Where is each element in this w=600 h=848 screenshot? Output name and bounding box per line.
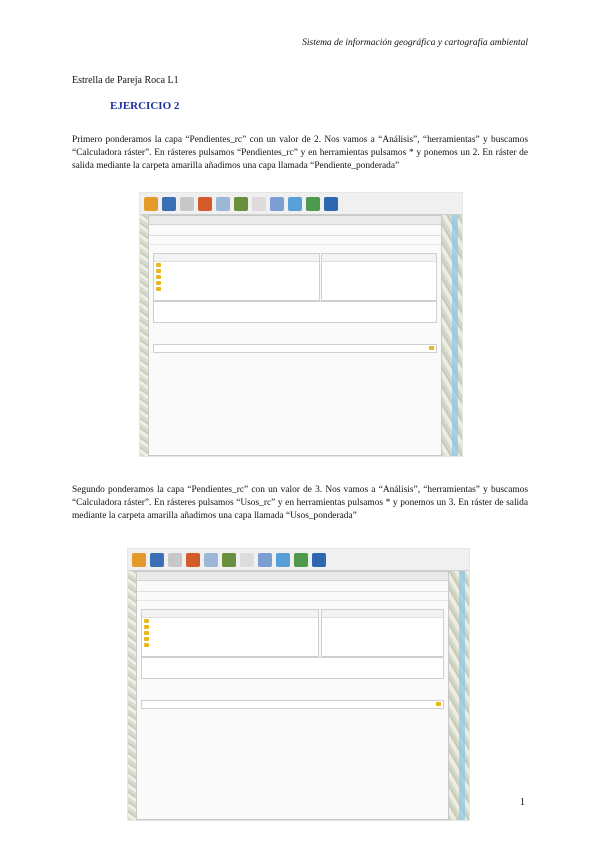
toolbar-icon (162, 197, 176, 211)
toolbar-icon (132, 553, 146, 567)
author-name: Estrella de Pareja Roca L1 (72, 75, 179, 86)
map-river (459, 571, 465, 820)
folder-icon (156, 281, 161, 285)
toolbar-icon (186, 553, 200, 567)
rasters-list[interactable] (141, 609, 319, 657)
toolbar-icon (234, 197, 248, 211)
toolbar-icon (180, 197, 194, 211)
raster-calculator-screenshot-2 (128, 549, 469, 820)
folder-icon (144, 637, 149, 641)
tools-list[interactable] (321, 609, 444, 657)
toolbar-icon (258, 553, 272, 567)
toolbar-icon (222, 553, 236, 567)
rasters-list[interactable] (153, 253, 320, 301)
folder-icon (156, 263, 161, 267)
exercise-title: EJERCICIO 2 (110, 100, 180, 112)
toolbar-icon (240, 553, 254, 567)
raster-calculator-dialog (148, 215, 442, 456)
folder-icon (144, 631, 149, 635)
tools-list[interactable] (321, 253, 437, 301)
map-river (452, 215, 458, 456)
raster-calculator-dialog (136, 571, 449, 820)
toolbar-icon (306, 197, 320, 211)
toolbar-icon (216, 197, 230, 211)
folder-icon (144, 625, 149, 629)
toolbar-icon (168, 553, 182, 567)
toolbar-icon (198, 197, 212, 211)
raster-calculator-screenshot-1 (140, 193, 462, 456)
toolbar-icon (144, 197, 158, 211)
folder-icon (156, 287, 161, 291)
folder-icon (156, 275, 161, 279)
page-number: 1 (520, 797, 525, 808)
toolbar-icon (324, 197, 338, 211)
map-canvas (128, 571, 136, 820)
toolbar-icon (252, 197, 266, 211)
expression-box[interactable] (153, 301, 437, 323)
expression-box[interactable] (141, 657, 444, 679)
map-canvas (140, 215, 148, 456)
toolbar-icon (294, 553, 308, 567)
folder-icon (144, 619, 149, 623)
output-raster-field[interactable] (153, 344, 437, 353)
output-raster-field[interactable] (141, 700, 444, 709)
folder-icon[interactable] (429, 346, 434, 350)
toolbar (128, 549, 469, 571)
toolbar (140, 193, 462, 215)
folder-icon (144, 643, 149, 647)
toolbar-icon (312, 553, 326, 567)
toolbar-icon (270, 197, 284, 211)
toolbar-icon (204, 553, 218, 567)
paragraph-1: Primero ponderamos la capa “Pendientes_rc” con un valor de 2. Nos vamos a “Análisis”, “herramientas” y buscamos “Calculadora ráster”. En rásteres pulsamos “Pendientes_rc” y en herramientas pulsamos * y ponemos un 2. En ráster de salida mediante la carpeta amarilla añadimos una capa llamada “Pendiente_ponderada” (72, 135, 528, 172)
toolbar-icon (288, 197, 302, 211)
folder-icon[interactable] (436, 702, 441, 706)
toolbar-icon (150, 553, 164, 567)
toolbar-icon (276, 553, 290, 567)
page-header: Sistema de información geográfica y cartografía ambiental (302, 38, 528, 48)
paragraph-2: Segundo ponderamos la capa “Pendientes_rc” con un valor de 3. Nos vamos a “Análisis”, “herramientas” y buscamos “Calculadora ráster”. En rásteres pulsamos “Usos_rc” y en herramientas pulsamos * y ponemos un 3. En ráster de salida mediante la carpeta amarilla añadimos una capa llamada “Usos_ponderada” (72, 485, 528, 522)
folder-icon (156, 269, 161, 273)
